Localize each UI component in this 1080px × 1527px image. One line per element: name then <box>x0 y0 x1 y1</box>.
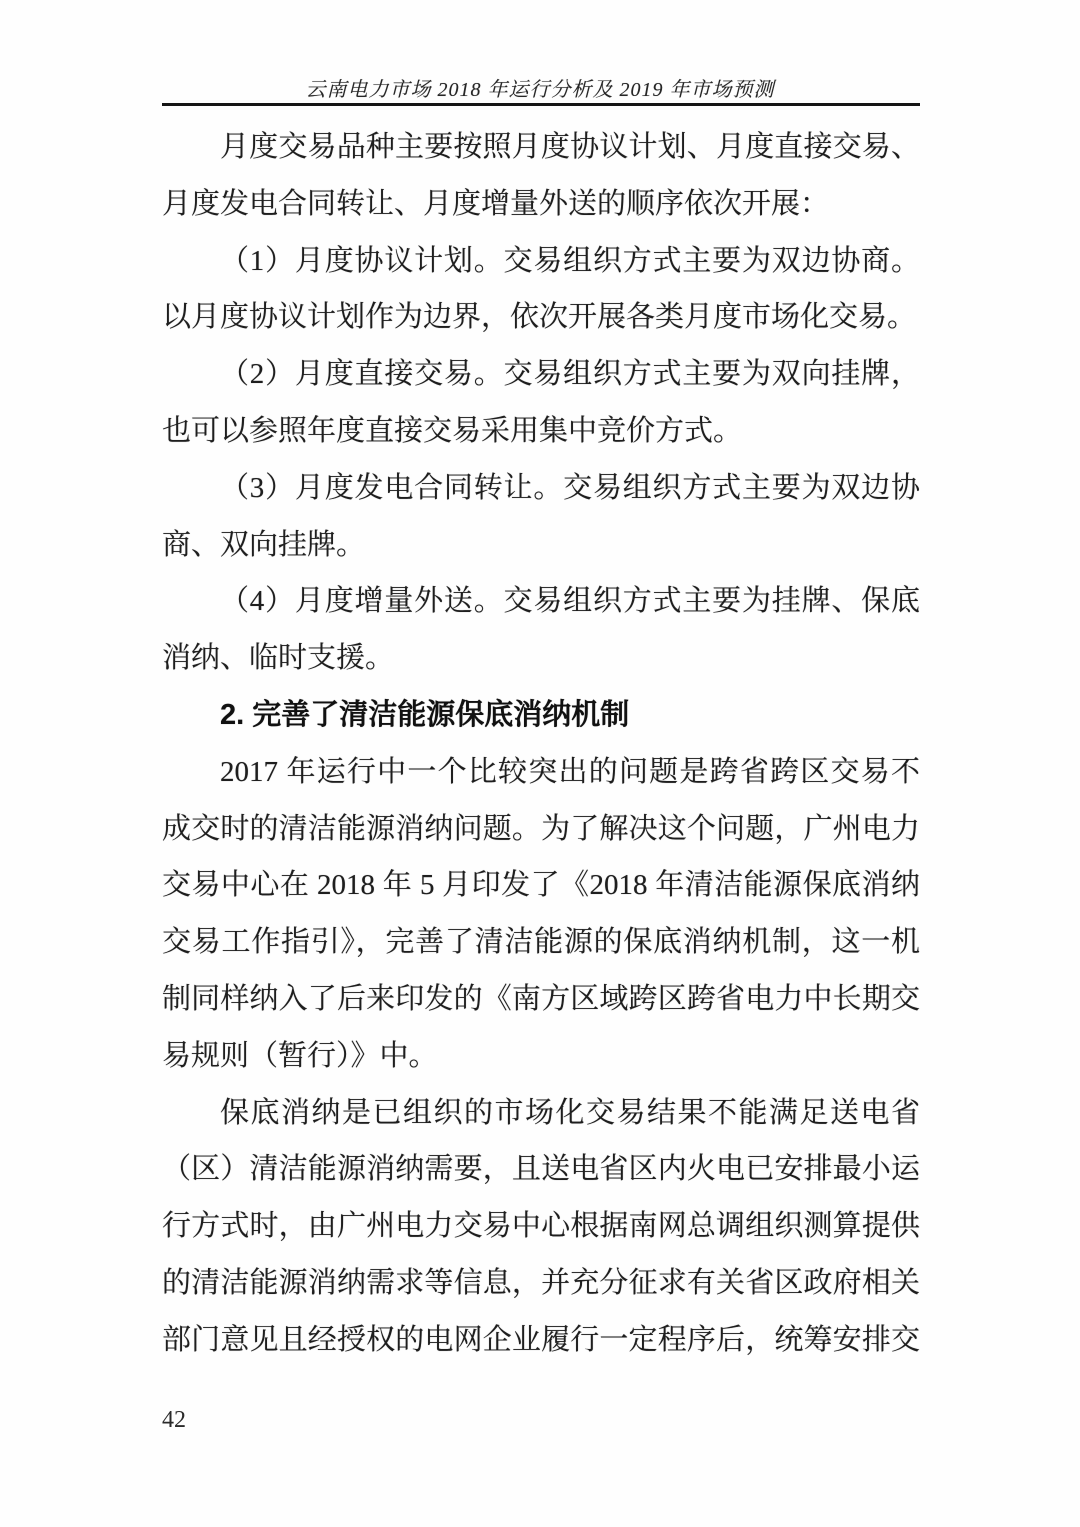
body-text-line: 行方式时，由广州电力交易中心根据南网总调组织测算提供 <box>162 1210 920 1243</box>
body-text-line: 成交时的清洁能源消纳问题。为了解决这个问题，广州电力 <box>162 812 920 845</box>
body-text-line: （区）清洁能源消纳需要，且送电省区内火电已安排最小运 <box>162 1153 920 1186</box>
body-text-line: 商、双向挂牌。 <box>162 528 366 561</box>
header-rule <box>162 103 920 106</box>
body-text-line: 保底消纳是已组织的市场化交易结果不能满足送电省 <box>220 1096 920 1129</box>
body-text-line: 交易工作指引》，完善了清洁能源的保底消纳机制，这一机 <box>162 926 920 959</box>
body-text-line: （4）月度增量外送。交易组织方式主要为挂牌、保底 <box>220 585 920 618</box>
running-header-title: 云南电力市场 2018 年运行分析及 2019 年市场预测 <box>305 79 775 101</box>
page-number: 42 <box>162 1407 186 1433</box>
body-text-line: 易规则（暂行）》中。 <box>162 1039 438 1072</box>
body-text-line: 部门意见且经授权的电网企业履行一定程序后，统筹安排交 <box>162 1323 920 1356</box>
body-text-line: 月度交易品种主要按照月度协议计划、月度直接交易、 <box>220 131 920 163</box>
body-text-line: 制同样纳入了后来印发的《南方区域跨区跨省电力中长期交 <box>162 982 920 1015</box>
body-text-line: （1）月度协议计划。交易组织方式主要为双边协商。 <box>220 244 920 277</box>
body-text-line: 以月度协议计划作为边界，依次开展各类月度市场化交易。 <box>162 301 917 334</box>
body-text-line: 月度发电合同转让、月度增量外送的顺序依次开展： <box>162 187 830 220</box>
body-text-line: 2017 年运行中一个比较突出的问题是跨省跨区交易不 <box>220 755 920 788</box>
body-text-line: （2）月度直接交易。交易组织方式主要为双向挂牌， <box>220 358 920 391</box>
body-text-line: 交易中心在 2018 年 5 月印发了《2018 年清洁能源保底消纳 <box>162 869 920 902</box>
section-heading: 2. 完善了清洁能源保底消纳机制 <box>220 698 630 731</box>
document-body <box>162 119 920 1369</box>
body-text-line: 的清洁能源消纳需求等信息，并充分征求有关省区政府相关 <box>162 1266 920 1299</box>
body-text-line: 也可以参照年度直接交易采用集中竞价方式。 <box>162 414 743 447</box>
body-text-line: （3）月度发电合同转让。交易组织方式主要为双边协 <box>220 471 920 504</box>
body-text-line: 消纳、临时支援。 <box>162 642 395 675</box>
